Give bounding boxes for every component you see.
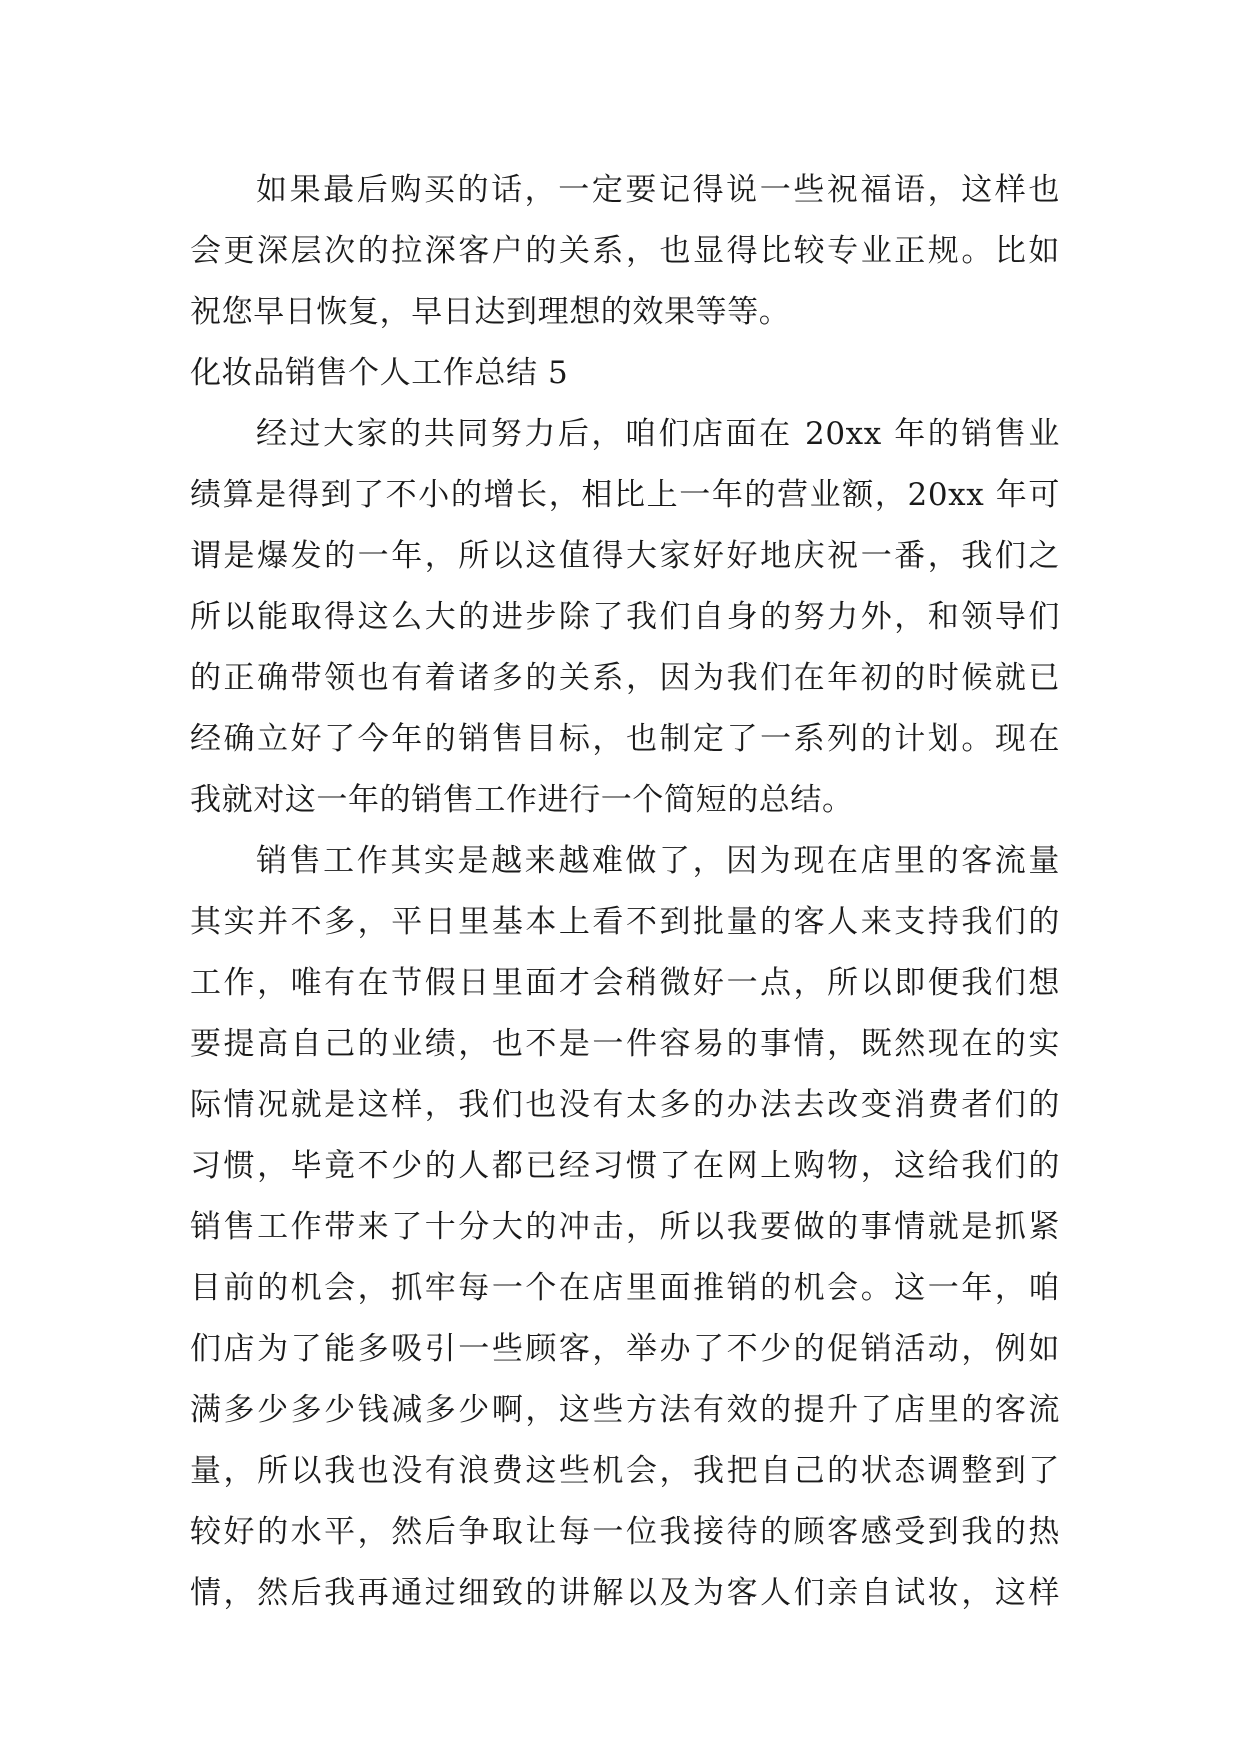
text-line: 谓是爆发的一年，所以这值得大家好好地庆祝一番，我们之 — [190, 538, 1060, 574]
text-line: 如果最后购买的话，一定要记得说一些祝福语，这样也 — [256, 172, 1060, 208]
text-line: 要提高自己的业绩，也不是一件容易的事情，既然现在的实 — [190, 1026, 1060, 1062]
text-line: 情，然后我再通过细致的讲解以及为客人们亲自试妆，这样 — [190, 1575, 1060, 1611]
text-line: 会更深层次的拉深客户的关系，也显得比较专业正规。比如 — [190, 233, 1060, 269]
paragraph-intro — [190, 404, 1060, 831]
text-line: 较好的水平，然后争取让每一位我接待的顾客感受到我的热 — [190, 1514, 1060, 1550]
text-line: 我就对这一年的销售工作进行一个简短的总结。 — [190, 782, 854, 818]
document-page — [190, 160, 1060, 1624]
text-line: 际情况就是这样，我们也没有太多的办法去改变消费者们的 — [190, 1087, 1060, 1123]
text-line: 祝您早日恢复，早日达到理想的效果等等。 — [190, 294, 791, 330]
section-heading: 化妆品销售个人工作总结 5 — [190, 355, 569, 391]
text-line: 经过大家的共同努力后，咱们店面在 20xx 年的销售业 — [256, 416, 1060, 452]
text-line: 销售工作带来了十分大的冲击，所以我要做的事情就是抓紧 — [190, 1209, 1060, 1245]
text-line: 习惯，毕竟不少的人都已经习惯了在网上购物，这给我们的 — [190, 1148, 1060, 1184]
text-line: 所以能取得这么大的进步除了我们自身的努力外，和领导们 — [190, 599, 1060, 635]
text-line: 满多少多少钱减多少啊，这些方法有效的提升了店里的客流 — [190, 1392, 1060, 1428]
paragraph-sales-work — [190, 831, 1060, 1624]
text-line: 们店为了能多吸引一些顾客，举办了不少的促销活动，例如 — [190, 1331, 1060, 1367]
text-line: 经确立好了今年的销售目标，也制定了一系列的计划。现在 — [190, 721, 1060, 757]
text-line: 目前的机会，抓牢每一个在店里面推销的机会。这一年，咱 — [190, 1270, 1060, 1306]
text-line: 工作，唯有在节假日里面才会稍微好一点，所以即便我们想 — [190, 965, 1060, 1001]
text-line: 其实并不多，平日里基本上看不到批量的客人来支持我们的 — [190, 904, 1060, 940]
text-line: 的正确带领也有着诸多的关系，因为我们在年初的时候就已 — [190, 660, 1060, 696]
text-line: 量，所以我也没有浪费这些机会，我把自己的状态调整到了 — [190, 1453, 1060, 1489]
text-line: 绩算是得到了不小的增长，相比上一年的营业额，20xx 年可 — [190, 477, 1060, 513]
text-line: 销售工作其实是越来越难做了，因为现在店里的客流量 — [256, 843, 1060, 879]
paragraph-closing-advice — [190, 160, 1060, 343]
